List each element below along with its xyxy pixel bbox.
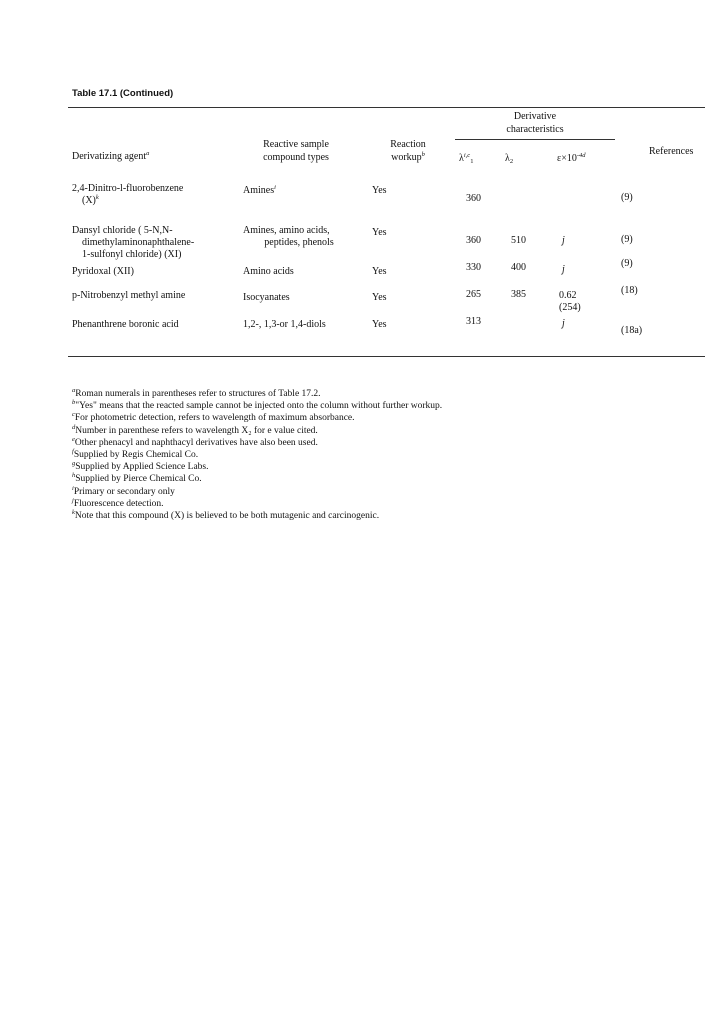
footnote-g bbox=[72, 461, 442, 473]
table-bottom-rule bbox=[68, 356, 705, 357]
row3-lambda1: 330 bbox=[466, 262, 481, 273]
header-lambda1 bbox=[459, 153, 473, 165]
row1-sample-line1: Amines bbox=[243, 185, 275, 196]
footnote-b-text: "Yes" means that the reacted sample cannot be injected onto the column without further workup. bbox=[75, 401, 443, 412]
row1-sample-sup: i bbox=[274, 184, 276, 191]
row4-ref: (18) bbox=[621, 285, 638, 296]
row4-sample: Isocyanates bbox=[243, 292, 290, 303]
header-derivative-characteristics bbox=[455, 110, 615, 136]
row1-agent bbox=[72, 183, 183, 207]
row3-epsilon: j bbox=[562, 264, 565, 275]
row2-agent-line1: Dansyl chloride ( 5-N,N- bbox=[72, 225, 173, 236]
row5-lambda1: 313 bbox=[466, 316, 481, 327]
row1-ref: (9) bbox=[621, 192, 633, 203]
header-epsilon-sup: -4d bbox=[576, 152, 586, 159]
footnote-a bbox=[72, 388, 442, 400]
footnote-e bbox=[72, 437, 442, 449]
footnote-c-mark: c bbox=[72, 411, 75, 419]
row1-agent-line2: (X) bbox=[82, 195, 96, 206]
row1-lambda1: 360 bbox=[466, 193, 481, 204]
footnote-j bbox=[72, 498, 442, 510]
row2-sample-line2: peptides, phenols bbox=[264, 237, 334, 248]
header-derivative-line2: characteristics bbox=[506, 124, 564, 135]
footnote-d bbox=[72, 425, 442, 437]
header-lambda2-symbol: λ bbox=[505, 153, 510, 164]
footnote-i bbox=[72, 486, 442, 498]
row5-sample: 1,2-, 1,3-or 1,4-diols bbox=[243, 319, 326, 330]
row4-agent: p-Nitrobenzyl methyl amine bbox=[72, 290, 186, 301]
header-reactive-sample bbox=[236, 138, 356, 164]
row2-lambda1: 360 bbox=[466, 235, 481, 246]
row4-epsilon-value: 0.62 bbox=[559, 290, 577, 301]
header-workup-note: b bbox=[421, 151, 425, 158]
footnote-e-text: Other phenacyl and naphthacyl derivatives have also been used. bbox=[74, 437, 318, 448]
header-lambda1-symbol: λ bbox=[459, 153, 464, 164]
row1-sample bbox=[243, 185, 276, 197]
footnote-e-mark: e bbox=[72, 435, 75, 443]
footnote-c-text: For photometric detection, refers to wavelength of maximum absorbance. bbox=[74, 413, 355, 424]
header-reaction-workup bbox=[377, 138, 439, 164]
header-workup-line2-wrap bbox=[377, 151, 439, 164]
footnote-j-mark: j bbox=[72, 496, 74, 504]
row2-agent-line2: dimethylaminonaphthalene- bbox=[82, 237, 195, 248]
footnote-k-text: Note that this compound (X) is believed to be both mutagenic and carcinogenic. bbox=[74, 511, 380, 522]
footnote-b bbox=[72, 400, 442, 412]
header-derivatizing-agent bbox=[72, 151, 149, 163]
row5-epsilon: j bbox=[562, 318, 565, 329]
header-derivative-line1: Derivative bbox=[513, 111, 557, 122]
row2-sample bbox=[243, 225, 355, 249]
row3-lambda2: 400 bbox=[511, 262, 526, 273]
row3-sample: Amino acids bbox=[243, 266, 294, 277]
header-references: References bbox=[649, 146, 694, 157]
footnote-b-mark: b bbox=[72, 399, 76, 407]
row1-workup: Yes bbox=[372, 185, 387, 196]
header-lambda2 bbox=[505, 153, 513, 165]
header-lambda2-sub: 2 bbox=[509, 158, 514, 165]
footnote-h bbox=[72, 473, 442, 485]
row2-agent-line1-wrap bbox=[72, 225, 194, 237]
row4-lambda1: 265 bbox=[466, 289, 481, 300]
row4-epsilon bbox=[559, 290, 581, 314]
header-agent-label: Derivatizing agent bbox=[72, 151, 147, 162]
header-lambda1-sub: 1 bbox=[470, 158, 474, 165]
row2-workup: Yes bbox=[372, 227, 387, 238]
footnote-a-mark: a bbox=[72, 387, 76, 394]
header-workup-line1: Reaction bbox=[390, 139, 426, 150]
header-workup-line2: workup bbox=[391, 152, 422, 163]
row1-agent-line2-wrap bbox=[72, 195, 183, 207]
footnote-k bbox=[72, 510, 442, 522]
row1-agent-line1: 2,4-Dinitro-l-fluorobenzene bbox=[72, 183, 184, 194]
row2-sample-line1-wrap bbox=[243, 225, 355, 237]
row2-lambda2: 510 bbox=[511, 235, 526, 246]
header-epsilon-label: ε×10 bbox=[557, 153, 577, 164]
footnote-i-mark: i bbox=[72, 484, 74, 492]
row2-sample-line1: Amines, amino acids, bbox=[243, 225, 330, 236]
row1-agent-sup: k bbox=[95, 194, 99, 201]
row2-agent bbox=[72, 225, 194, 261]
footnote-f-text: Supplied by Regis Chemical Co. bbox=[73, 450, 199, 461]
footnote-a-text: Roman numerals in parentheses refer to structures of Table 17.2. bbox=[75, 389, 321, 399]
footnotes bbox=[72, 388, 442, 522]
row5-workup: Yes bbox=[372, 319, 387, 330]
table-caption: Table 17.1 (Continued) bbox=[72, 88, 174, 99]
row2-epsilon: j bbox=[562, 235, 565, 246]
footnote-j-text: Fluorescence detection. bbox=[73, 498, 164, 509]
header-agent-note: a bbox=[146, 150, 150, 157]
header-sample-line1: Reactive sample bbox=[263, 139, 329, 150]
footnote-f bbox=[72, 449, 442, 461]
footnote-d-mark: d bbox=[72, 423, 76, 431]
footnote-i-text: Primary or secondary only bbox=[73, 486, 175, 497]
row2-agent-line3: 1-sulfonyl chloride) (XI) bbox=[82, 249, 182, 260]
table-top-rule bbox=[68, 107, 705, 108]
header-spanner-rule bbox=[455, 139, 615, 140]
row5-agent: Phenanthrene boronic acid bbox=[72, 319, 179, 330]
footnote-h-mark: h bbox=[72, 472, 76, 480]
row3-agent: Pyridoxal (XII) bbox=[72, 266, 134, 277]
row2-ref: (9) bbox=[621, 234, 633, 245]
row4-workup: Yes bbox=[372, 292, 387, 303]
row3-workup: Yes bbox=[372, 266, 387, 277]
footnote-k-mark: k bbox=[72, 509, 75, 517]
footnote-c bbox=[72, 412, 442, 424]
header-sample-line2: compound types bbox=[263, 152, 329, 163]
header-lambda1-sup: i,c bbox=[463, 152, 471, 159]
row3-ref: (9) bbox=[621, 258, 633, 269]
footnote-g-text: Supplied by Applied Science Labs. bbox=[75, 462, 209, 473]
footnote-h-text: Supplied by Pierce Chemical Co. bbox=[75, 474, 202, 485]
row5-ref: (18a) bbox=[621, 325, 643, 336]
footnote-d-text: Number in parenthese refers to wavelength X₂ for e value cited. bbox=[75, 425, 318, 436]
row4-epsilon-wavelength: (254) bbox=[559, 302, 581, 313]
header-epsilon bbox=[557, 153, 586, 165]
row4-lambda2: 385 bbox=[511, 289, 526, 300]
footnote-f-mark: f bbox=[72, 448, 74, 456]
footnote-g-mark: g bbox=[72, 460, 76, 468]
